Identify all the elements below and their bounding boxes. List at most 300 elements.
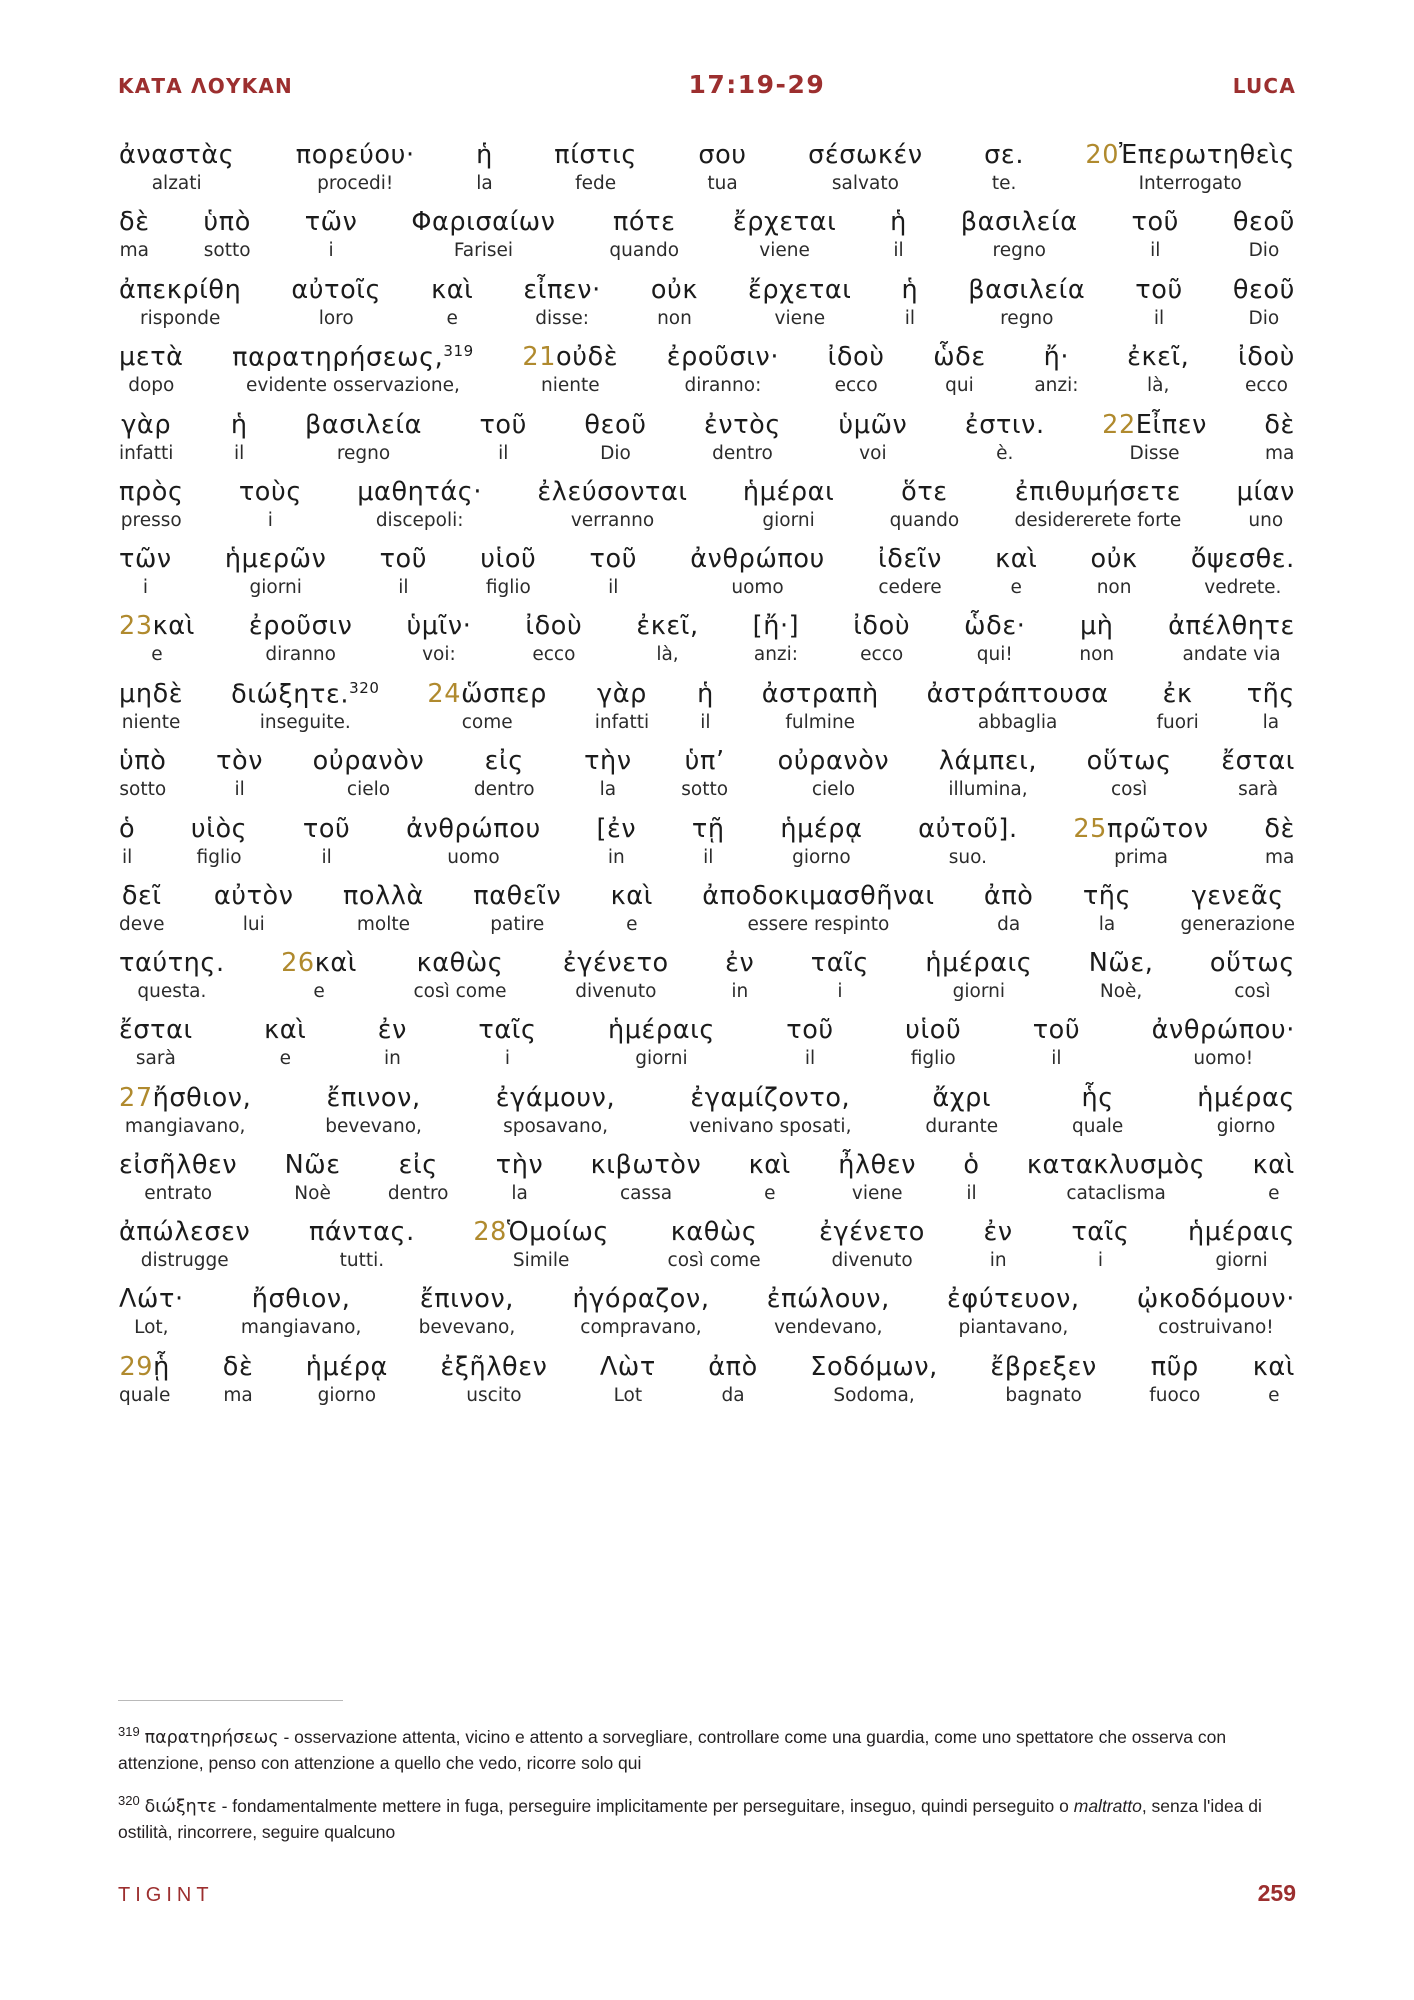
interlinear-word[interactable] [248,612,354,666]
greek-word: εἰς [398,1149,438,1180]
interlinear-word[interactable] [280,949,358,1003]
interlinear-word[interactable] [607,1016,716,1070]
footnotes-section [118,1700,1296,1860]
interlinear-word[interactable] [917,815,1019,869]
italian-gloss: giorni [952,981,1006,1003]
interlinear-word[interactable] [696,680,715,734]
interlinear-word[interactable] [472,882,562,936]
interlinear-word[interactable] [707,1353,759,1407]
italian-gloss: ecco [834,375,878,397]
footnote-marker[interactable]: 320 [349,678,380,697]
interlinear-line [118,411,1296,465]
greek-word: τοῦ [589,544,638,574]
interlinear-word[interactable] [1070,1218,1130,1272]
greek-word: ἠγόραζον, [572,1284,710,1315]
interlinear-word[interactable] [472,1218,610,1272]
interlinear-word[interactable] [118,343,185,397]
italian-gloss: qui [945,375,974,397]
interlinear-word[interactable] [635,612,699,666]
italian-gloss: i [837,981,843,1003]
greek-word: σου [698,140,747,170]
interlinear-word[interactable] [932,343,987,397]
interlinear-word[interactable] [118,882,165,936]
interlinear-word[interactable] [960,208,1079,262]
interlinear-word[interactable] [1209,949,1296,1003]
interlinear-word[interactable] [691,815,726,869]
greek-word: καὶ [264,1015,307,1046]
interlinear-word[interactable] [852,612,911,666]
interlinear-word[interactable] [238,478,303,532]
verse-number: 23 [119,611,153,642]
interlinear-word[interactable] [426,680,548,734]
italian-gloss: verranno [570,509,655,531]
interlinear-word[interactable] [118,1016,194,1070]
interlinear-word[interactable] [118,478,185,532]
italian-gloss: e [151,644,163,666]
interlinear-word[interactable] [1156,680,1200,734]
footnote-term: παρατηρήσεως [144,1727,279,1748]
greek-word: ἐκεῖ, [1127,342,1190,373]
interlinear-word[interactable] [305,1353,389,1407]
italian-gloss: giorni [762,509,815,531]
italian-gloss: anzi: [753,644,799,666]
interlinear-word[interactable] [924,1084,999,1138]
interlinear-word[interactable] [308,1218,416,1272]
italian-gloss: è. [996,442,1014,464]
italian-gloss: i [504,1048,511,1070]
italian-gloss: anzi: [1034,375,1079,397]
greek-word: Λὼτ [599,1351,656,1382]
italian-gloss: Dio [1248,307,1280,329]
interlinear-word[interactable] [118,1285,185,1339]
interlinear-word[interactable] [1232,276,1296,330]
greek-word: ταῖς [810,948,869,978]
interlinear-word[interactable] [610,882,654,936]
interlinear-word[interactable] [495,1151,545,1205]
interlinear-word[interactable] [405,815,542,869]
italian-gloss: Sodoma, [833,1384,915,1406]
interlinear-word[interactable] [967,276,1086,330]
interlinear-word[interactable] [1252,1353,1296,1407]
interlinear-word[interactable] [877,545,943,599]
interlinear-word[interactable] [230,411,249,465]
interlinear-word[interactable] [964,411,1046,465]
interlinear-row [118,680,1296,735]
interlinear-word[interactable] [118,1084,252,1138]
italian-gloss: sotto [203,240,251,262]
interlinear-word[interactable] [1237,343,1296,397]
interlinear-word[interactable] [410,208,556,262]
italian-gloss: ma [119,240,149,262]
italian-gloss: andate via [1182,644,1281,666]
interlinear-word[interactable] [701,882,935,936]
interlinear-word[interactable] [590,1151,703,1205]
greek-word: ὑπὸ [203,207,251,238]
italian-gloss: tua [707,173,738,195]
greek-word: ἐν [983,1217,1013,1247]
interlinear-word[interactable] [562,949,670,1003]
italian-gloss: presso [120,509,182,531]
interlinear-word[interactable] [962,1151,980,1205]
interlinear-word[interactable] [1236,478,1296,532]
interlinear-word[interactable] [807,141,924,195]
interlinear-word[interactable] [594,680,650,734]
interlinear-word[interactable] [342,882,425,936]
greek-word: ἡμέρας [1197,1082,1295,1113]
greek-word: ὑμῶν [838,409,908,440]
italian-gloss: da [997,913,1021,935]
interlinear-word[interactable] [889,208,908,262]
interlinear-word[interactable] [1032,1016,1082,1070]
interlinear-word[interactable] [752,612,801,666]
interlinear-word[interactable] [1084,141,1296,195]
interlinear-word[interactable] [904,1016,962,1070]
interlinear-word[interactable] [118,276,242,330]
interlinear-word[interactable] [785,1016,835,1070]
interlinear-word[interactable] [777,747,891,801]
interlinear-word[interactable] [118,1353,171,1407]
interlinear-word[interactable] [1072,815,1209,869]
greek-word: ἀπέλθητε [1168,611,1295,642]
interlinear-word[interactable] [595,815,637,869]
interlinear-word[interactable] [983,1218,1014,1272]
interlinear-word[interactable] [983,882,1035,936]
italian-gloss: il [893,240,904,262]
greek-word: ἀποδοκιμασθῆναι [702,880,935,911]
greek-word: ἔβρεξεν [990,1351,1097,1382]
interlinear-word[interactable] [809,1353,939,1407]
interlinear-word[interactable] [766,1285,891,1339]
interlinear-word[interactable] [1134,276,1184,330]
greek-word: ἀστράπτουσα [926,679,1109,709]
interlinear-word[interactable] [377,1016,408,1070]
interlinear-word[interactable] [387,1151,450,1205]
interlinear-word[interactable] [742,478,835,532]
interlinear-word[interactable] [304,208,359,262]
italian-gloss: inseguite. [259,712,351,734]
interlinear-word[interactable] [118,680,184,734]
interlinear-word[interactable] [118,747,168,801]
italian-gloss: la [511,1182,528,1204]
interlinear-word[interactable] [118,1151,238,1205]
interlinear-word[interactable] [231,343,475,398]
interlinear-line [118,276,1296,330]
interlinear-word[interactable] [222,1353,255,1407]
interlinear-word[interactable] [689,545,826,599]
italian-gloss: il [498,442,509,464]
interlinear-word[interactable] [583,411,647,465]
interlinear-word[interactable] [324,1084,423,1138]
interlinear-word[interactable] [1131,208,1181,262]
verse-number: 25 [1073,813,1108,844]
greek-word: ἐκ [1162,679,1193,709]
footnote-item: $^{320}$ διώξητε - fondamentalmente mettere in fuga, perseguire implicitamente per perseguitare, inseguo, quindi perseguito o maltratto, senza l'idea di ostilità, rincorrere, seguire qualcuno [118,1792,1262,1842]
interlinear-word[interactable] [1033,343,1079,397]
interlinear-row [118,478,1296,532]
interlinear-word[interactable] [938,747,1038,801]
interlinear-word[interactable] [230,680,380,735]
italian-gloss: fede [575,173,617,195]
greek-word: ἀπὸ [983,880,1034,911]
italian-gloss: non [1079,644,1115,666]
italian-gloss: compravano, [580,1317,702,1339]
interlinear-word[interactable] [479,545,537,599]
interlinear-word[interactable] [589,545,639,599]
italian-gloss: vedrete. [1204,577,1282,599]
interlinear-word[interactable] [412,949,507,1003]
greek-word: τῇ [691,813,725,844]
greek-word: θεοῦ [1232,207,1295,238]
greek-word: ἐροῦσιν· [666,342,780,373]
interlinear-word[interactable] [118,545,173,599]
italian-gloss: e [279,1048,291,1070]
interlinear-word[interactable] [475,141,494,195]
interlinear-word[interactable] [724,949,755,1003]
interlinear-word[interactable] [118,411,174,465]
interlinear-word[interactable] [680,747,729,801]
interlinear-word[interactable] [583,747,633,801]
interlinear-word[interactable] [473,747,536,801]
interlinear-word[interactable] [810,949,870,1003]
greek-word: αὐτοῦ]. [918,813,1018,844]
interlinear-word[interactable] [224,545,328,599]
greek-word: ἐροῦσιν [248,611,353,642]
greek-word: οὐρανὸν [777,746,890,777]
interlinear-word[interactable] [889,478,961,532]
interlinear-word[interactable] [522,276,602,330]
interlinear-word[interactable] [748,1151,792,1205]
greek-word: Σοδόμων, [810,1351,938,1382]
greek-word: υἱοῦ [480,544,537,574]
interlinear-word[interactable] [202,208,252,262]
interlinear-word[interactable] [1088,949,1155,1003]
interlinear-word[interactable] [1180,882,1296,936]
italian-gloss: uomo! [1193,1048,1254,1070]
greek-word: γὰρ [121,409,172,440]
interlinear-word[interactable] [1187,1218,1296,1272]
greek-word: ἰδοὺ [525,611,583,642]
interlinear-word[interactable] [946,1285,1081,1339]
italian-gloss: viene [759,240,810,262]
interlinear-word[interactable] [1263,411,1296,465]
italian-gloss: infatti [119,442,174,464]
interlinear-word[interactable] [1136,1285,1296,1339]
greek-word: 21οὐδὲ [522,342,619,373]
greek-word: αὐτοῖς [291,274,382,305]
italian-gloss: il [608,577,619,599]
italian-gloss: mangiavano, [240,1317,362,1339]
italian-gloss: sarà [135,1048,176,1070]
interlinear-word[interactable] [1252,1151,1296,1205]
interlinear-word[interactable] [1246,680,1296,734]
italian-gloss: voi: [422,644,456,666]
greek-word: ἐπιθυμήσετε [1014,476,1182,507]
interlinear-word[interactable] [118,949,226,1003]
greek-word: ἡμέρᾳ [780,813,863,844]
interlinear-word[interactable] [666,343,780,397]
italian-gloss: divenuto [831,1250,913,1272]
interlinear-word[interactable] [688,1084,852,1138]
footnote-number: 320 [118,1792,140,1808]
interlinear-row [118,815,1296,869]
interlinear-word[interactable] [118,1218,251,1272]
italian-gloss: sarà [1238,779,1279,801]
greek-word: ἡ [476,140,493,170]
interlinear-line [118,815,1296,869]
interlinear-word[interactable] [284,1151,342,1205]
italian-gloss: viene [774,307,826,329]
interlinear-word[interactable] [1263,815,1296,869]
interlinear-word[interactable] [495,1084,616,1138]
interlinear-word[interactable] [1086,747,1173,801]
interlinear-word[interactable] [989,1353,1097,1407]
interlinear-word[interactable] [553,141,638,195]
greek-word: βασιλεία [960,207,1078,238]
italian-gloss: essere respinto [747,913,890,935]
greek-word: ἐγένετο [819,1217,925,1247]
interlinear-word[interactable] [1167,612,1296,666]
interlinear-word[interactable] [1014,478,1183,532]
interlinear-word[interactable] [304,411,423,465]
italian-gloss: e [626,913,638,935]
interlinear-word[interactable] [312,747,426,801]
interlinear-word[interactable] [1151,1016,1296,1070]
interlinear-word[interactable] [747,276,852,330]
interlinear-word[interactable] [478,411,528,465]
interlinear-word[interactable] [608,208,680,262]
interlinear-word[interactable] [779,815,863,869]
greek-word: ἀνθρώπου [690,544,825,574]
interlinear-word[interactable] [837,1151,917,1205]
italian-gloss: dentro [712,442,773,464]
interlinear-word[interactable] [477,1016,537,1070]
italian-gloss: giorni [1215,1250,1268,1272]
interlinear-word[interactable] [1090,545,1139,599]
interlinear-word[interactable] [295,141,416,195]
greek-word: τῶν [304,207,358,238]
italian-gloss: il [966,1182,977,1204]
italian-gloss: ma [1265,846,1295,868]
interlinear-word[interactable] [439,1353,548,1407]
interlinear-word[interactable] [263,1016,307,1070]
interlinear-word[interactable] [1126,343,1190,397]
interlinear-word[interactable] [356,478,483,532]
interlinear-word[interactable] [761,680,880,734]
greek-word: οὐκ [1090,544,1138,574]
interlinear-word[interactable] [190,815,248,869]
verse-number: 21 [522,342,557,373]
interlinear-word[interactable] [215,747,264,801]
interlinear-word[interactable] [837,411,908,465]
interlinear-row [118,1285,1296,1339]
interlinear-word[interactable] [240,1285,363,1339]
greek-word: ἔπινον, [326,1082,421,1113]
interlinear-word[interactable] [994,545,1038,599]
interlinear-word[interactable] [983,141,1025,195]
italian-gloss: giorno [317,1384,377,1406]
interlinear-word[interactable] [213,882,295,936]
greek-word: καθὼς [670,1217,758,1247]
interlinear-word[interactable] [901,276,920,330]
interlinear-word[interactable] [667,1218,762,1272]
interlinear-text [118,141,1296,1407]
interlinear-word[interactable] [926,680,1110,734]
interlinear-word[interactable] [118,612,196,666]
interlinear-word[interactable] [418,1285,517,1339]
greek-word: ἀναστὰς [119,140,235,170]
footnote-marker[interactable]: 319 [443,341,474,360]
interlinear-word[interactable] [118,208,151,262]
interlinear-word[interactable] [697,141,747,195]
page-header [118,70,1296,99]
interlinear-word[interactable] [379,545,429,599]
interlinear-word[interactable] [430,276,474,330]
interlinear-word[interactable] [302,815,352,869]
italian-gloss: mangiavano, [124,1115,246,1137]
interlinear-word[interactable] [1078,612,1115,666]
greek-word: παθεῖν [473,880,562,911]
greek-word: ᾠκοδόμουν· [1136,1284,1295,1315]
interlinear-word[interactable] [1026,1151,1206,1205]
interlinear-word[interactable] [1232,208,1296,262]
greek-word: παρατηρήσεως,$^{319}$ [232,341,474,373]
interlinear-word[interactable] [1082,882,1132,936]
interlinear-word[interactable] [650,276,699,330]
interlinear-word[interactable] [818,1218,926,1272]
interlinear-word[interactable] [827,343,886,397]
interlinear-word[interactable] [703,411,782,465]
interlinear-line [118,478,1296,532]
interlinear-word[interactable] [521,343,619,397]
greek-word: ἡμέραις [925,948,1033,978]
interlinear-word[interactable] [1071,1084,1124,1138]
greek-word: δὲ [119,207,150,238]
italian-gloss: in [607,846,625,868]
interlinear-word[interactable] [1148,1353,1201,1407]
italian-gloss: il [121,846,133,868]
interlinear-word[interactable] [599,1353,657,1407]
italian-gloss: in [383,1048,401,1070]
interlinear-word[interactable] [290,276,382,330]
italian-gloss: il [703,846,714,868]
italian-gloss: diranno: [684,375,762,397]
interlinear-row [118,1016,1296,1070]
interlinear-word[interactable] [536,478,688,532]
interlinear-word[interactable] [1220,747,1296,801]
interlinear-word[interactable] [924,949,1033,1003]
greek-word: μηδὲ [119,679,184,709]
greek-word: 27ἤσθιον, [119,1082,252,1113]
interlinear-word[interactable] [732,208,837,262]
italian-gloss: come [461,712,513,734]
greek-word: οὕτως [1086,746,1172,777]
interlinear-word[interactable] [1101,411,1208,465]
italian-gloss: la [599,779,617,801]
italian-gloss: infatti [594,712,650,734]
interlinear-word[interactable] [405,612,472,666]
interlinear-word[interactable] [1190,545,1296,599]
italian-gloss: e [764,1182,776,1204]
interlinear-row [118,949,1296,1003]
greek-word: βασιλεία [968,274,1086,305]
interlinear-word[interactable] [571,1285,710,1339]
interlinear-word[interactable] [118,815,136,869]
greek-word: μαθητάς· [357,476,483,507]
interlinear-word[interactable] [1196,1084,1296,1138]
interlinear-word[interactable] [118,141,235,195]
interlinear-word[interactable] [963,612,1026,666]
interlinear-word[interactable] [524,612,583,666]
